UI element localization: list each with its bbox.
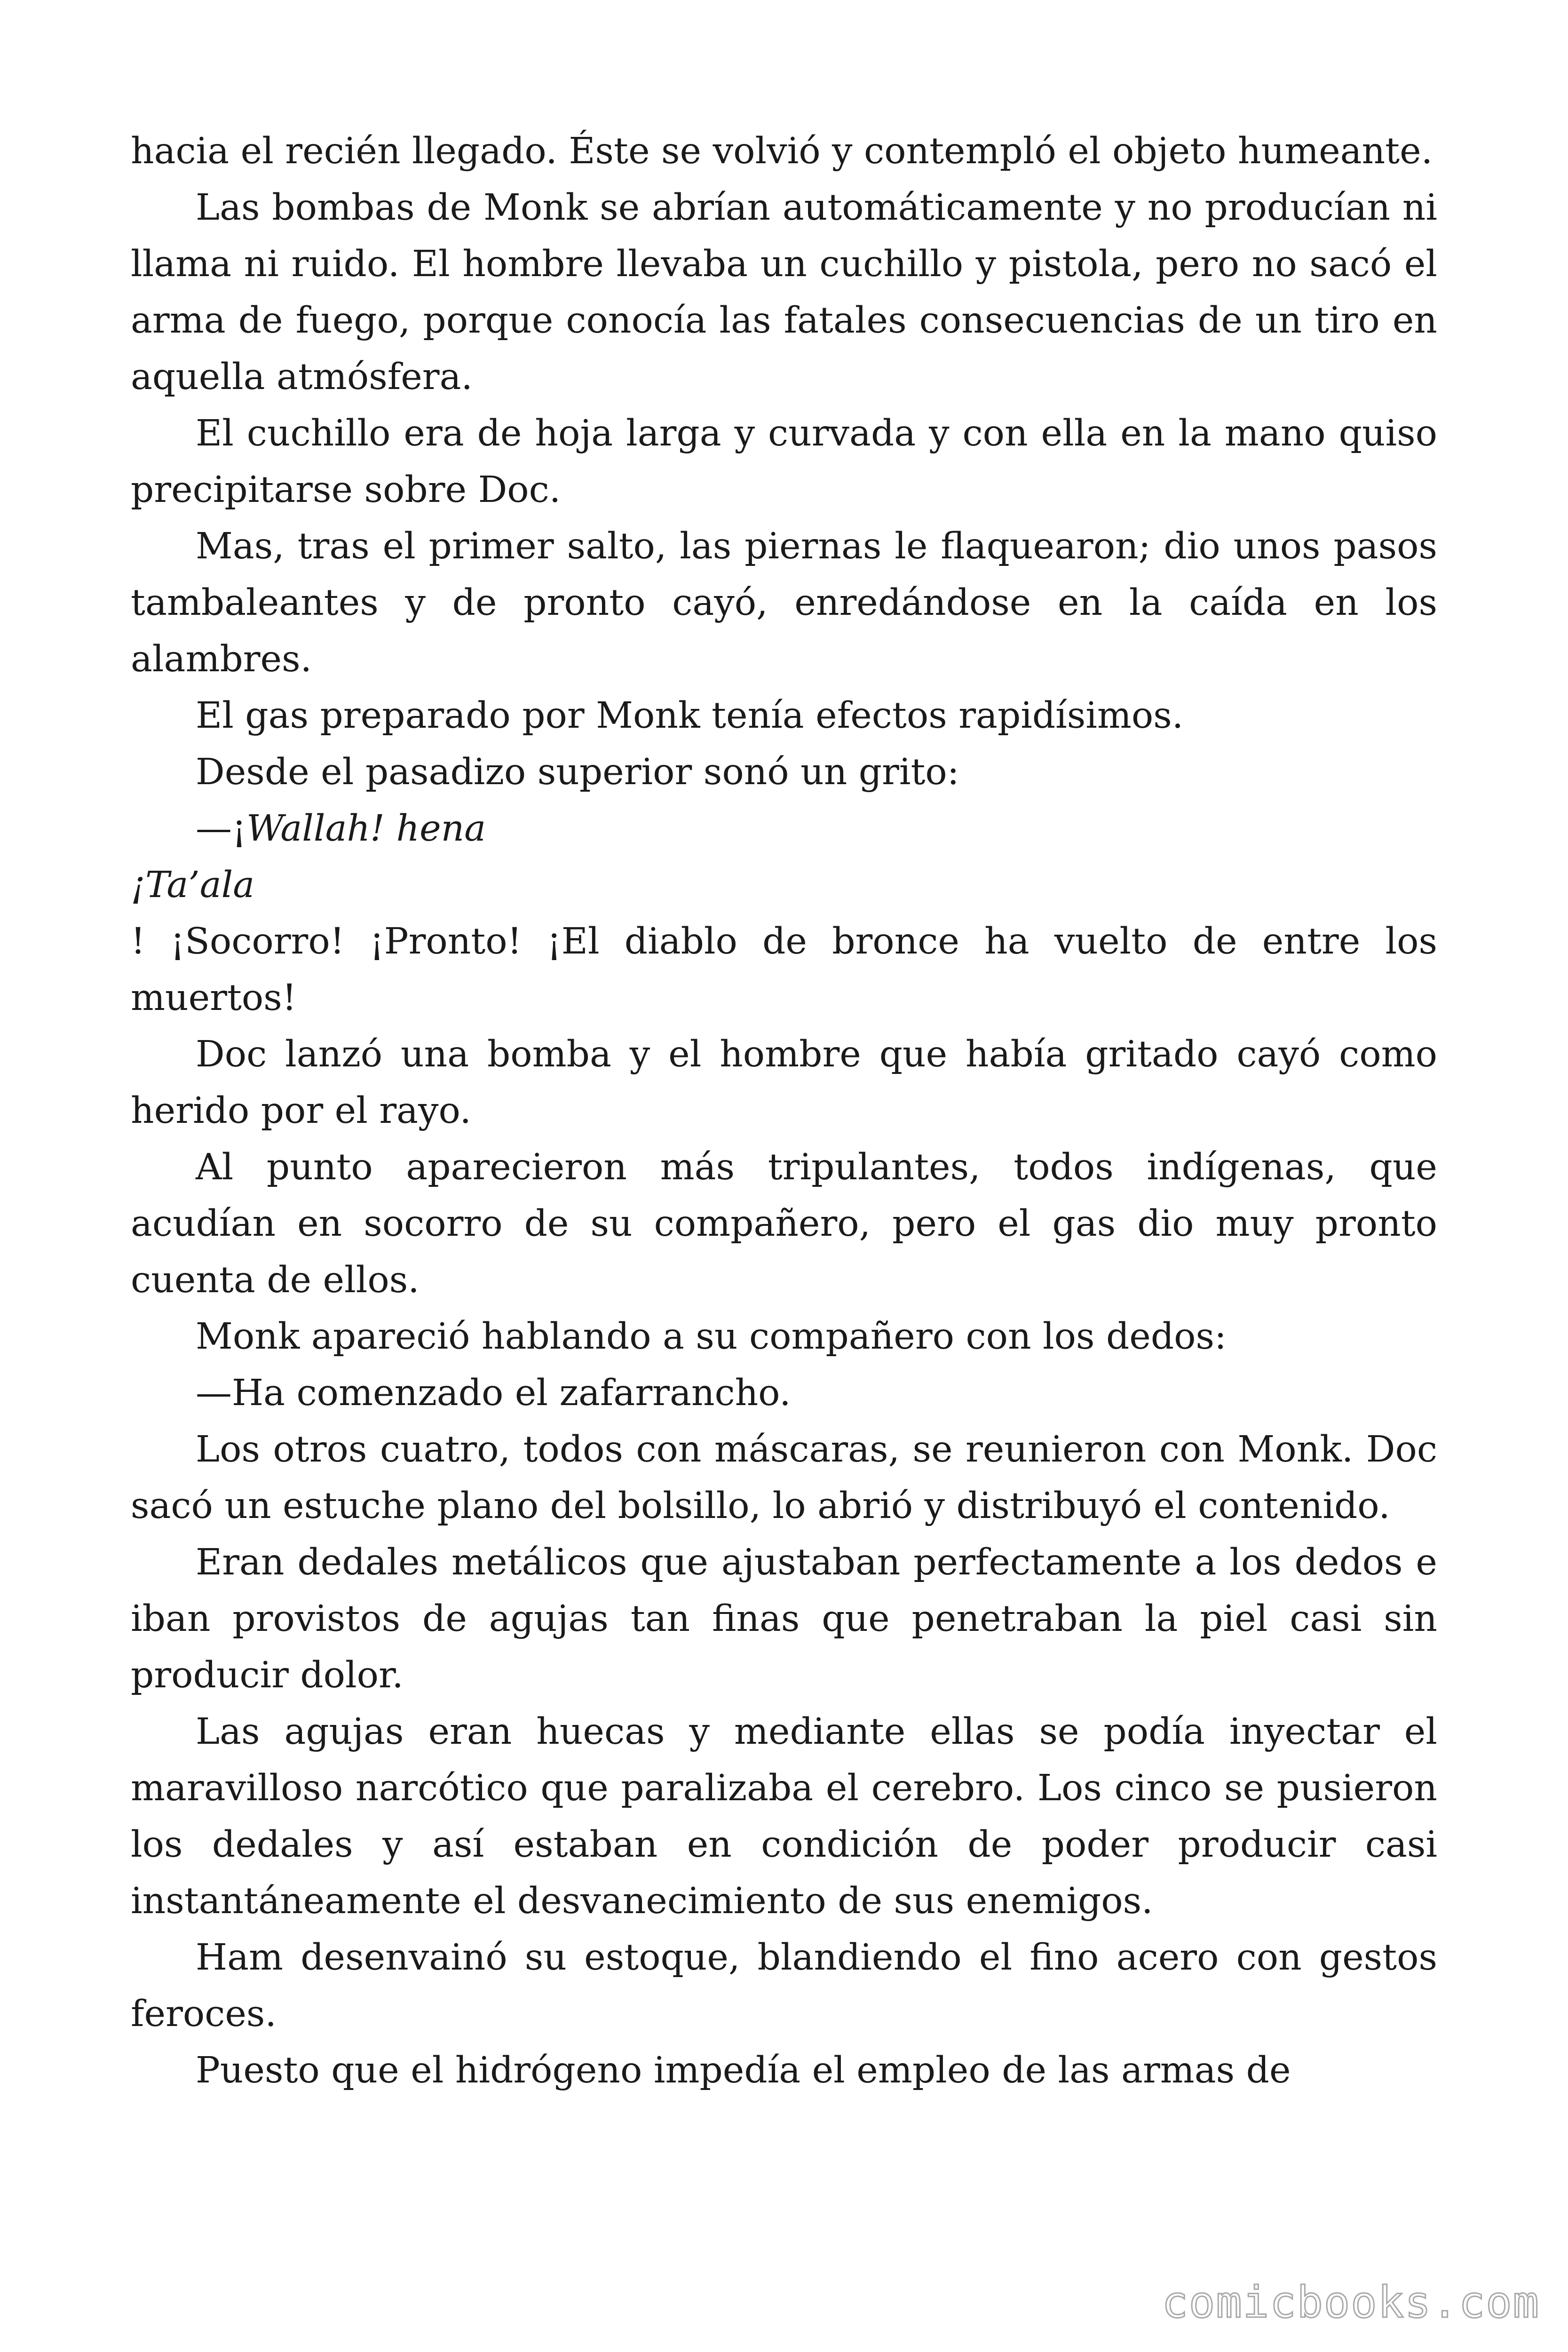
arabic-exclamation: Wallah! hena — [246, 808, 486, 850]
arabic-exclamation: ¡Ta’ala — [131, 864, 255, 906]
paragraph: Monk apareció hablando a su compañero con los dedos: — [196, 1316, 1227, 1358]
paragraph: ! ¡Socorro! ¡Pronto! ¡El diablo de bronce ha vuelto de entre los muertos! — [131, 921, 1437, 1019]
paragraph: Doc lanzó una bomba y el hombre que había gritado cayó como herido por el rayo. — [131, 1033, 1437, 1132]
paragraph: Puesto que el hidrógeno impedía el empleo de las armas de — [196, 2050, 1291, 2091]
dialogue-line — [131, 857, 1437, 914]
paragraph: Las bombas de Monk se abrían automáticamente y no producían ni llama ni ruido. El hombre llevaba un cuchillo y pistola, pero no sacó el arma de fuego, porque conocía las fatales consecuencias de un tiro en aquella atmósfera. — [131, 187, 1437, 398]
paragraph: Desde el pasadizo superior sonó un grito: — [196, 751, 959, 793]
paragraph: Ham desenvainó su estoque, blandiendo el fino acero con gestos feroces. — [131, 1937, 1437, 2035]
paragraph: hacia el recién llegado. Éste se volvió y contempló el objeto humeante. — [131, 130, 1433, 172]
paragraph: Los otros cuatro, todos con máscaras, se reunieron con Monk. Doc sacó un estuche plano del bolsillo, lo abrió y distribuyó el contenido. — [131, 1429, 1437, 1527]
watermark: comicbooks.com — [1162, 2277, 1540, 2328]
paragraph: El gas preparado por Monk tenía efectos rapidísimos. — [196, 695, 1184, 737]
paragraph: Mas, tras el primer salto, las piernas le flaquearon; dio unos pasos tambaleantes y de pronto cayó, enredándose en la caída en los alambres. — [131, 525, 1437, 680]
paragraph: Al punto aparecieron más tripulantes, todos indígenas, que acudían en socorro de su compañero, pero el gas dio muy pronto cuenta de ellos. — [131, 1146, 1437, 1301]
body-text — [131, 123, 1437, 2099]
paragraph: Eran dedales metálicos que ajustaban perfectamente a los dedos e iban provistos de agujas tan finas que penetraban la piel casi sin producir dolor. — [131, 1542, 1437, 1696]
dialogue-line — [131, 801, 1437, 857]
dialogue-dash: —¡ — [196, 808, 246, 850]
paragraph: —Ha comenzado el zafarrancho. — [196, 1372, 791, 1414]
paragraph: Las agujas eran huecas y mediante ellas se podía inyectar el maravilloso narcótico que paralizaba el cerebro. Los cinco se pusieron los dedales y así estaban en condición de poder producir casi instantáneamente el desvanecimiento de sus enemigos. — [131, 1711, 1437, 1922]
paragraph: El cuchillo era de hoja larga y curvada y con ella en la mano quiso precipitarse sobre Doc. — [131, 413, 1437, 511]
